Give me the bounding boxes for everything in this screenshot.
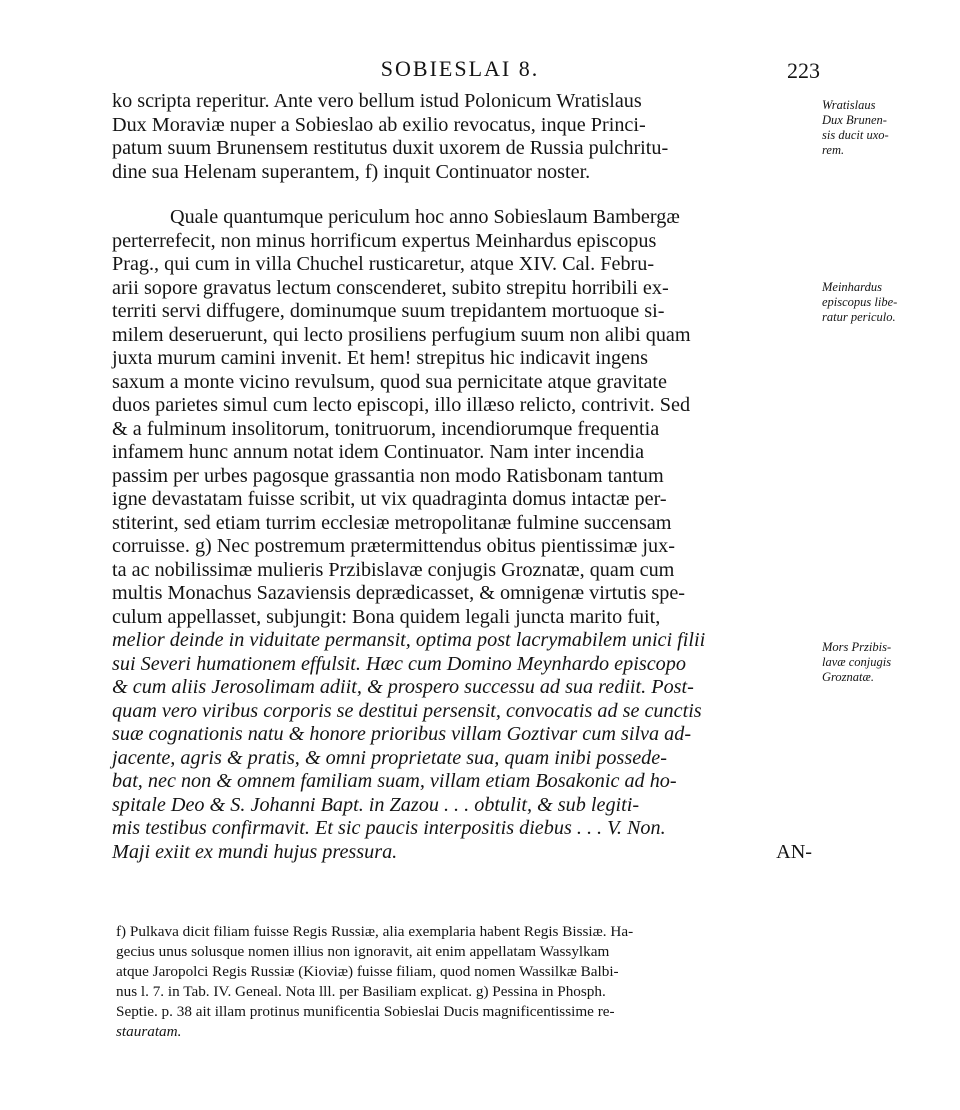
margin-note-line: rem. — [822, 143, 845, 157]
text-line: & a fulminum insolitorum, tonitruorum, incendiorumque frequentia — [112, 417, 660, 440]
margin-note-wratislaus — [822, 98, 942, 158]
text-line: territi servi diffugere, dominumque suum trepidantem mortuoque si- — [112, 300, 665, 322]
text-line: melior deinde in viduitate permansit, optima post lacrymabilem unici filii — [112, 629, 706, 651]
footnote-line: gecius unus solusque nomen illius non ignoravit, ait enim appellatam Wassylkam — [116, 943, 610, 960]
text-line: Quale quantumque periculum hoc anno Sobieslaum Bambergæ — [170, 206, 680, 228]
text-line: passim per urbes pagosque grassantia non modo Ratisbonam tantum — [112, 464, 664, 487]
text-line: arii sopore gravatus lectum conscenderet, subito strepitu horribili ex- — [112, 276, 669, 299]
text-line: Prag., qui cum in villa Chuchel rusticaretur, atque XIV. Cal. Febru- — [112, 253, 655, 275]
text-line: mis testibus confirmavit. Et sic paucis interpositis diebus . . . V. Non. — [112, 817, 666, 839]
margin-note-line: Wratislaus — [822, 98, 876, 112]
text-line: infamem hunc annum notat idem Continuator. Nam inter incendia — [112, 441, 645, 463]
text-line: spitale Deo & S. Johanni Bapt. in Zazou . . . obtulit, & sub legiti- — [112, 793, 640, 816]
main-text — [112, 90, 812, 864]
text-line: corruisse. g) Nec postremum prætermittendus obitus pientissimæ jux- — [112, 535, 675, 557]
text-line: ta ac nobilissimæ mulieris Przibislavæ conjugis Groznatæ, quam cum — [112, 558, 675, 581]
text-line: suæ cognationis natu & honore prioribus villam Goztivar cum silva ad- — [112, 723, 692, 745]
running-title: SOBIESLAI 8. — [380, 56, 540, 81]
footnote-line: f) Pulkava dicit filiam fuisse Regis Russiæ, alia exemplaria habent Regis Bissiæ. Ha- — [116, 923, 634, 940]
footnotes — [116, 922, 816, 1042]
text-line — [112, 841, 812, 865]
text-line: patum suum Brunensem restitutus duxit uxorem de Russia pulchritu- — [112, 137, 669, 159]
margin-note-line: lavæ conjugis — [822, 655, 892, 669]
text-line: jacente, agris & pratis, & omni proprietate sua, quam inibi possede- — [112, 746, 667, 769]
paragraph-gap — [112, 184, 812, 206]
margin-note-line: Dux Brunen- — [822, 113, 887, 127]
margin-note-line: Groznatæ. — [822, 670, 874, 684]
text-line: sui Severi humationem effulsit. Hæc cum Domino Meynhardo episcopo — [112, 652, 686, 675]
margin-note-line: Meinhardus — [822, 280, 882, 294]
catchword: AN- — [776, 840, 812, 863]
text-line: milem deseruerunt, qui lecto prosiliens perfugium suum non alibi quam — [112, 323, 691, 346]
text-line: culum appellasset, subjungit: Bona quidem legali juncta marito fuit, — [112, 605, 661, 628]
footnote-line: atque Jaropolci Regis Russiæ (Kioviæ) fuisse filiam, quod nomen Wassilkæ Balbi- — [116, 963, 619, 980]
text-line: quam vero viribus corporis se destitui persensit, convocatis ad se cunctis — [112, 699, 702, 722]
margin-note-line: Mors Przibis- — [822, 640, 892, 654]
text-line: dine sua Helenam superantem, f) inquit Continuator noster. — [112, 160, 591, 183]
footnote-line: stauratam. — [116, 1023, 182, 1040]
text-line: ko scripta reperitur. Ante vero bellum istud Polonicum Wratislaus — [112, 90, 642, 112]
page-number: 223 — [787, 58, 820, 83]
text-line: perterrefecit, non minus horrificum expertus Meinhardus episcopus — [112, 229, 657, 252]
text-line: multis Monachus Sazaviensis deprædicasset, & omnigenæ virtutis spe- — [112, 582, 686, 604]
footnote-line: nus l. 7. in Tab. IV. Geneal. Nota lll. per Basiliam explicat. g) Pessina in Phosph. — [116, 983, 606, 1000]
margin-note-przibislava — [822, 640, 942, 685]
footnote-line: Septie. p. 38 ait illam protinus munificentia Sobieslai Ducis magnificentissime re- — [116, 1003, 615, 1020]
margin-note-line: ratur periculo. — [822, 310, 896, 324]
text-line: bat, nec non & omnem familiam suam, villam etiam Bosakonic ad ho- — [112, 770, 677, 792]
text-line: juxta murum camini invenit. Et hem! strepitus hic indicavit ingens — [112, 347, 648, 369]
text-line: & cum aliis Jerosolimam adiit, & prospero successu ad sua rediit. Post- — [112, 676, 694, 698]
text-line: Dux Moraviæ nuper a Sobieslao ab exilio revocatus, inque Princi- — [112, 113, 646, 136]
text-line: igne devastatam fuisse scribit, ut vix quadraginta domus intactæ per- — [112, 488, 667, 510]
text-line: saxum a monte vicino revulsum, quod sua pernicitate atque gravitate — [112, 370, 667, 393]
text-line: duos parietes simul cum lecto episcopi, illo illæso relicto, contrivit. Sed — [112, 394, 691, 416]
text-line-content: Maji exiit ex mundi hujus pressura. — [112, 840, 398, 863]
margin-note-meinhardus — [822, 280, 942, 325]
margin-note-line: sis ducit uxo- — [822, 128, 889, 142]
text-line: stiterint, sed etiam turrim ecclesiæ metropolitanæ fulmine succensam — [112, 511, 672, 534]
margin-note-line: episcopus libe- — [822, 295, 898, 309]
